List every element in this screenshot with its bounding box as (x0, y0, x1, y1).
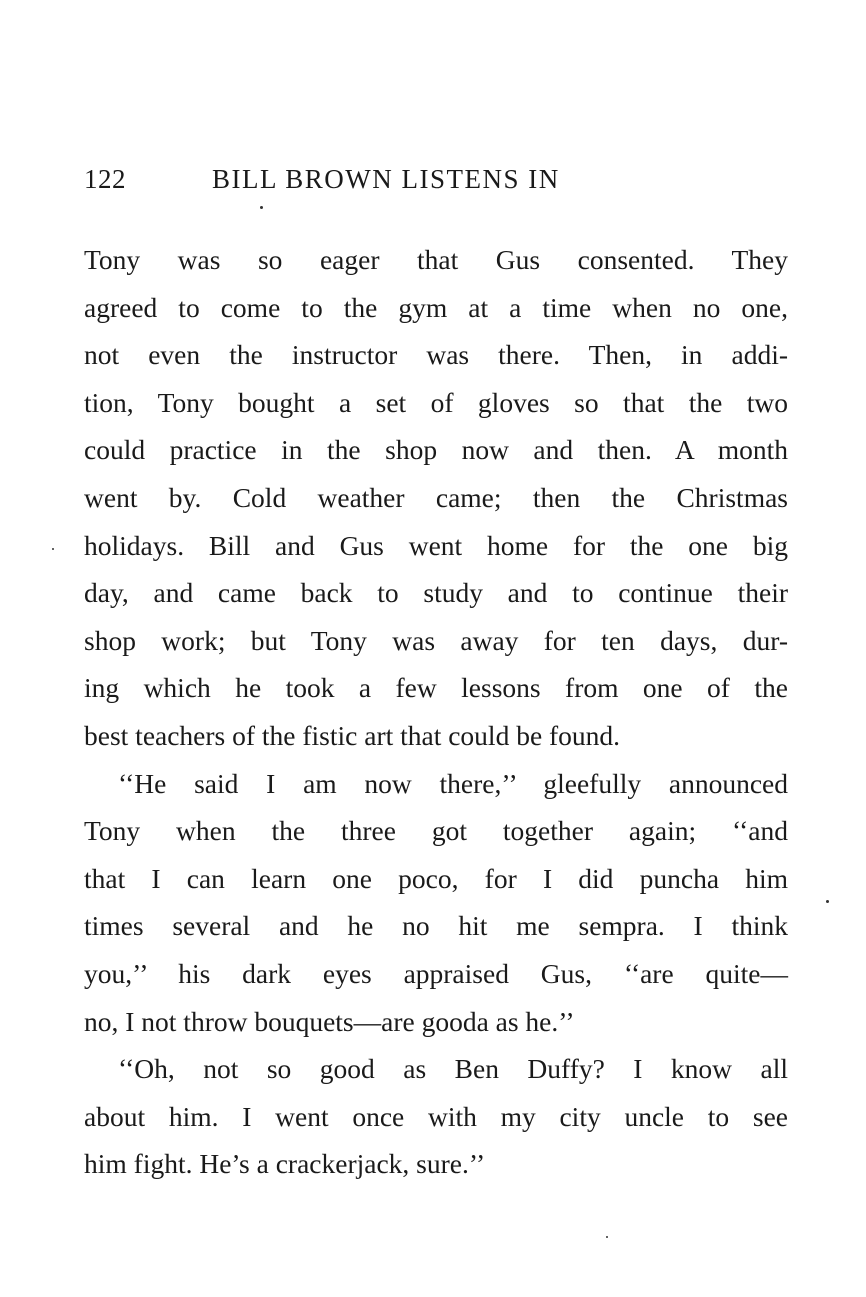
text-line: ing which he took a few lessons from one of the (84, 672, 788, 704)
text-line: him fight. He’s a crackerjack, sure.’’ (84, 1148, 486, 1180)
body-text (84, 236, 788, 1188)
text-line: about him. I went once with my city uncle to see (84, 1100, 788, 1132)
text-line: went by. Cold weather came; then the Christmas (84, 481, 788, 513)
text-line: you,’’ his dark eyes appraised Gus, ‘‘are quite— (84, 957, 788, 989)
text-line: tion, Tony bought a set of gloves so that the two (84, 386, 788, 418)
text-line: could practice in the shop now and then. A month (84, 434, 788, 466)
running-title: BILL BROWN LISTENS IN (212, 164, 560, 194)
text-line: not even the instructor was there. Then, in addi- (84, 339, 788, 371)
text-line: no, I not throw bouquets—are gooda as he.’’ (84, 1005, 575, 1037)
text-line: day, and came back to study and to continue their (84, 577, 788, 609)
text-line: ‘‘Oh, not so good as Ben Duffy? I know all (118, 1053, 788, 1085)
scan-speck (52, 548, 54, 550)
text-line: shop work; but Tony was away for ten days, dur- (84, 624, 788, 656)
scan-speck (606, 1236, 608, 1238)
scan-speck (260, 206, 263, 209)
text-line: Tony was so eager that Gus consented. They (84, 244, 788, 275)
text-line: Tony when the three got together again; ‘‘and (84, 815, 788, 847)
text-line: that I can learn one poco, for I did puncha him (84, 862, 788, 894)
page-number: 122 (84, 164, 126, 194)
text-line: agreed to come to the gym at a time when no one, (84, 291, 788, 323)
text-line: ‘‘He said I am now there,’’ gleefully announced (118, 767, 788, 799)
text-line: times several and he no hit me sempra. I think (84, 910, 788, 942)
scan-speck (826, 900, 829, 903)
text-line: holidays. Bill and Gus went home for the one big (84, 529, 788, 561)
text-line: best teachers of the fistic art that could be found. (84, 719, 621, 751)
running-head (84, 164, 784, 204)
